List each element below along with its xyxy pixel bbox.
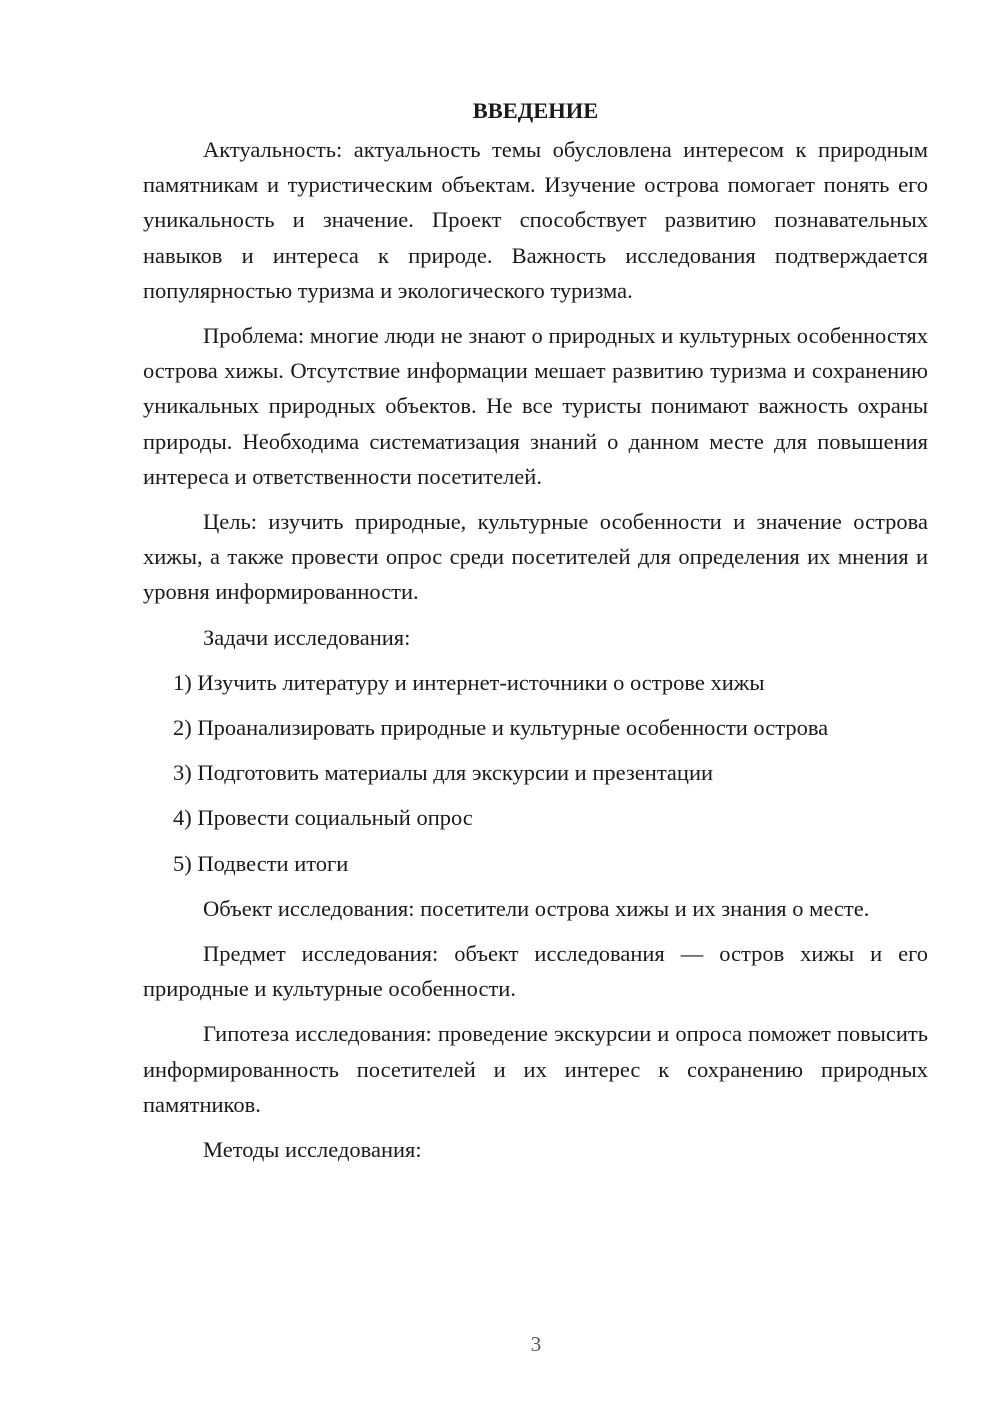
task-item-2: 2) Проанализировать природные и культурные особенности острова [173, 715, 829, 741]
task-item-3: 3) Подготовить материалы для экскурсии и презентации [173, 760, 714, 786]
paragraph-hypothesis: Гипотеза исследования: проведение экскурсии и опроса поможет повысить информированность посетителей и их интерес к сохранению природных памятников. [143, 1021, 928, 1117]
section-title: ВВЕДЕНИЕ [472, 98, 599, 123]
tasks-list [143, 665, 928, 881]
task-item-4: 4) Провести социальный опрос [173, 805, 473, 831]
tasks-heading: Задачи исследования: [203, 624, 411, 650]
paragraph-goal: Цель: изучить природные, культурные особенности и значение острова хижы, а также провести опрос среди посетителей для определения их мнения и уровня информированности. [143, 509, 928, 605]
paragraph-object: Объект исследования: посетители острова хижы и их знания о месте. [203, 895, 870, 921]
paragraph-problem: Проблема: многие люди не знают о природных и культурных особенностях острова хижы. Отсутствие информации мешает развитию туризма и сохранению уникальных природных объектов. Не все туристы понимают важность охраны природы. Необходима систематизация знаний о данном месте для повышения интереса и ответственности посетителей. [143, 323, 928, 489]
document-body [143, 96, 928, 1177]
paragraph-subject: Предмет исследования: объект исследования — остров хижы и его природные и культурные особенности. [143, 941, 928, 1002]
paragraph-methods: Методы исследования: [203, 1137, 422, 1163]
task-item-5: 5) Подвести итоги [173, 850, 349, 876]
task-item-1: 1) Изучить литературу и интернет-источники о острове хижы [173, 669, 765, 695]
page-number: 3 [530, 1332, 542, 1356]
paragraph-relevance: Актуальность: актуальность темы обусловлена интересом к природным памятникам и туристическим объектам. Изучение острова помогает понять его уникальность и значение. Проект способствует развитию познавательных навыков и интереса к природе. Важность исследования подтверждается популярностью туризма и экологического туризма. [143, 137, 928, 303]
